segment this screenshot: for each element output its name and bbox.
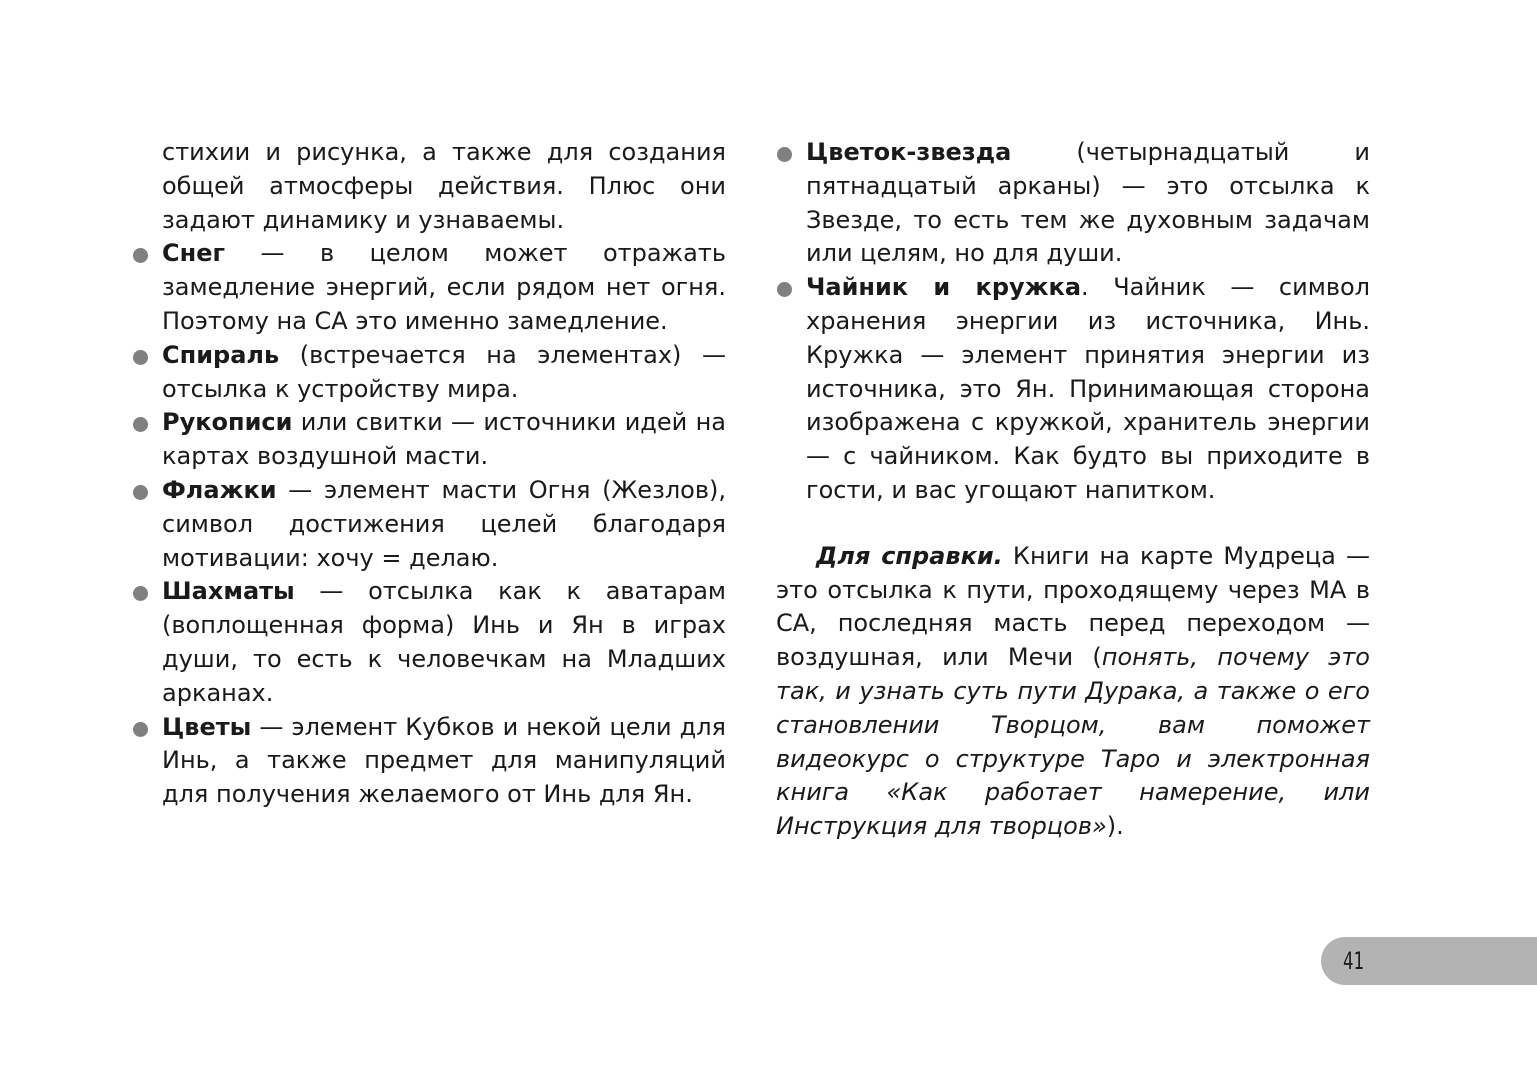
note-text: Книги на карте Мудреца — это отсылка к пути, проходящему через МА в СА, последняя масть перед переходом — воздушная, или Мечи ( <box>776 541 1371 672</box>
item-text: — в целом может отражать замедление энергий, если рядом нет огня. Поэтому на СА это именно замедление. <box>162 239 726 335</box>
bullet-dot-icon <box>133 485 148 500</box>
bullet-dot-icon <box>133 350 148 365</box>
list-item <box>162 406 726 474</box>
right-column <box>776 136 1371 844</box>
item-term: Чайник и кружка <box>806 273 1082 302</box>
item-text: . Чайник — символ хранения энергии из источника, Инь. Кружка — элемент принятия энергии из источника, это Ян. Принимающая сторона изображена с кружкой, хранитель энергии — с чайником. Как будто вы приходите в гости, и вас угощают напитком. <box>806 273 1370 504</box>
item-term: Снег <box>162 239 226 268</box>
continuation-paragraph: стихии и рисунка, а также для создания общей атмосферы действия. Плюс они задают динамику и узнаваемы. <box>162 138 726 234</box>
bullet-dot-icon <box>133 722 148 737</box>
item-text: или свитки — источники идей на картах воздушной масти. <box>162 408 726 471</box>
bullet-dot-icon <box>777 282 792 297</box>
left-bullet-list <box>162 237 726 812</box>
list-item <box>162 339 726 407</box>
bullet-dot-icon <box>777 147 792 162</box>
reference-note <box>776 540 1370 844</box>
right-bullet-list <box>806 136 1370 508</box>
item-term: Цветы <box>162 712 252 741</box>
item-text: — элемент масти Огня (Жезлов), символ достижения целей благодаря мотивации: хочу = делаю. <box>162 475 726 572</box>
item-term: Шахматы <box>162 577 295 606</box>
item-term: Рукописи <box>162 408 293 437</box>
bullet-dot-icon <box>133 417 148 432</box>
list-item <box>162 237 726 338</box>
list-item <box>162 711 726 812</box>
note-tail: ). <box>1106 812 1124 841</box>
list-item <box>162 474 726 575</box>
item-text: — элемент Кубков и некой цели для Инь, а также предмет для манипуляций для получения желаемого от Инь для Ян. <box>162 712 726 809</box>
bullet-dot-icon <box>133 586 148 601</box>
item-text: (встречается на элементах) — отсылка к устройству мира. <box>162 340 726 403</box>
list-item <box>162 575 726 710</box>
item-term: Цветок-звезда <box>806 138 1012 166</box>
note-label: Для справки. <box>816 541 1003 570</box>
list-item <box>806 136 1370 271</box>
left-column <box>162 136 726 812</box>
page-number: 41 <box>1343 947 1364 975</box>
item-term: Спираль <box>162 340 280 369</box>
note-italic: понять, почему это так, и узнать суть пути Дурака, а также о его становлении Творцом, вам поможет видеокурс о структуре Таро и электронная книга «Как работает намерение, или Инструкция для творцов» <box>776 643 1370 841</box>
item-text: — отсылка как к аватарам (воплощенная форма) Инь и Ян в играх души, то есть к человечкам на Младших арканах. <box>162 577 726 707</box>
page-number-tab <box>1321 937 1537 985</box>
bullet-dot-icon <box>133 248 148 263</box>
list-item <box>806 271 1370 508</box>
item-term: Флажки <box>162 475 277 504</box>
item-text: (четырнадцатый и пятнадцатый арканы) — это отсылка к Звезде, то есть тем же духовным задачам или целям, но для души. <box>806 138 1370 268</box>
